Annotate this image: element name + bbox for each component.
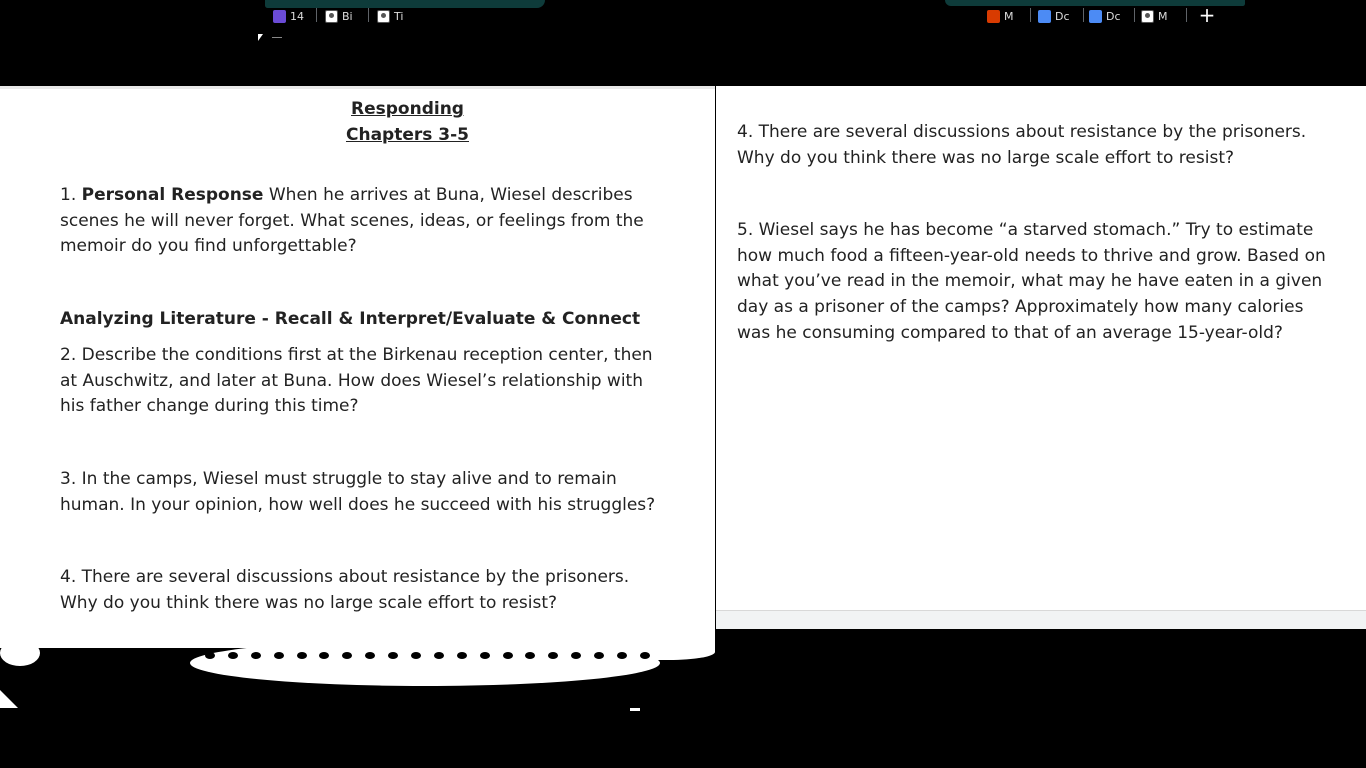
question-4: 4. There are several discussions about resistance by the prisoners. Why do you think there was no large scale effort to resist?	[60, 567, 630, 613]
question-number: 1.	[60, 185, 82, 205]
title-chapters: Chapters 3-5	[345, 125, 469, 145]
torn-page-edge	[0, 640, 715, 684]
browser-tab[interactable]	[325, 6, 365, 26]
tab-title: 14	[290, 9, 304, 23]
page-edge	[0, 86, 715, 89]
tab-title: Bi	[342, 9, 353, 23]
browser-tab[interactable]	[1141, 6, 1183, 26]
question-5: 5. Wiesel says he has become “a starved stomach.” Try to estimate how much food a fifteen-year-old needs to thrive and grow. Based on what you’ve read in the memoir, what may he have eaten in a given day as a prisoner of the camps? Approximately how many calories was he consuming compared to that of an average 15-year-old?	[737, 220, 1326, 343]
question-2: 2. Describe the conditions first at the Birkenau reception center, then at Auschwitz, and later at Buna. How does Wiesel’s relationship with his father change during this time?	[60, 345, 653, 417]
person-icon	[1141, 10, 1154, 23]
office-icon	[987, 10, 1000, 23]
page-title	[0, 96, 815, 148]
page-fragment	[0, 690, 18, 708]
tab-title: Dc	[1106, 9, 1121, 23]
question-4: 4. There are several discussions about resistance by the prisoners. Why do you think there was no large scale effort to resist?	[737, 122, 1307, 168]
browser-tab-strip	[0, 0, 1366, 30]
page-fragment	[630, 708, 640, 711]
browser-tab[interactable]	[1089, 6, 1131, 26]
question-3: 3. In the camps, Wiesel must struggle to stay alive and to remain human. In your opinion, how well does he succeed with his struggles?	[60, 469, 656, 515]
section-heading: Analyzing Literature - Recall & Interpret/Evaluate & Connect	[60, 309, 641, 329]
tab-title: M	[1004, 9, 1014, 23]
title-responding: Responding	[351, 99, 464, 119]
tab-separator	[316, 8, 317, 22]
cursor-mark	[272, 37, 282, 38]
tab-separator	[1030, 8, 1031, 22]
browser-tab[interactable]	[987, 6, 1027, 26]
document-page-left	[0, 86, 715, 648]
tab-separator	[1083, 8, 1084, 22]
new-tab-button[interactable]: +	[1198, 3, 1216, 27]
tab-separator	[1134, 8, 1135, 22]
person-icon	[377, 10, 390, 23]
tab-separator	[368, 8, 369, 22]
question-heading: Personal Response	[81, 185, 264, 205]
tab-title: Dc	[1055, 9, 1070, 23]
doc-icon	[1089, 10, 1102, 23]
browser-tab[interactable]	[377, 6, 417, 26]
dotted-line	[205, 652, 650, 660]
tab-title: Ti	[394, 9, 404, 23]
person-icon	[325, 10, 338, 23]
question-text: When he arrives at Buna, Wiesel describes scenes he will never forget. What scenes, ideas, or feelings from the memoir do you find unforgettable?	[60, 185, 644, 257]
document-page-right	[716, 86, 1366, 611]
browser-tab[interactable]	[273, 6, 313, 26]
page-gap	[716, 611, 1366, 629]
doc-icon	[1038, 10, 1051, 23]
tab-separator	[1186, 8, 1187, 22]
tab-title: M	[1158, 9, 1168, 23]
list-icon	[273, 10, 286, 23]
browser-tab[interactable]	[1038, 6, 1080, 26]
mouse-cursor-icon	[258, 34, 263, 41]
question-1	[60, 183, 660, 260]
